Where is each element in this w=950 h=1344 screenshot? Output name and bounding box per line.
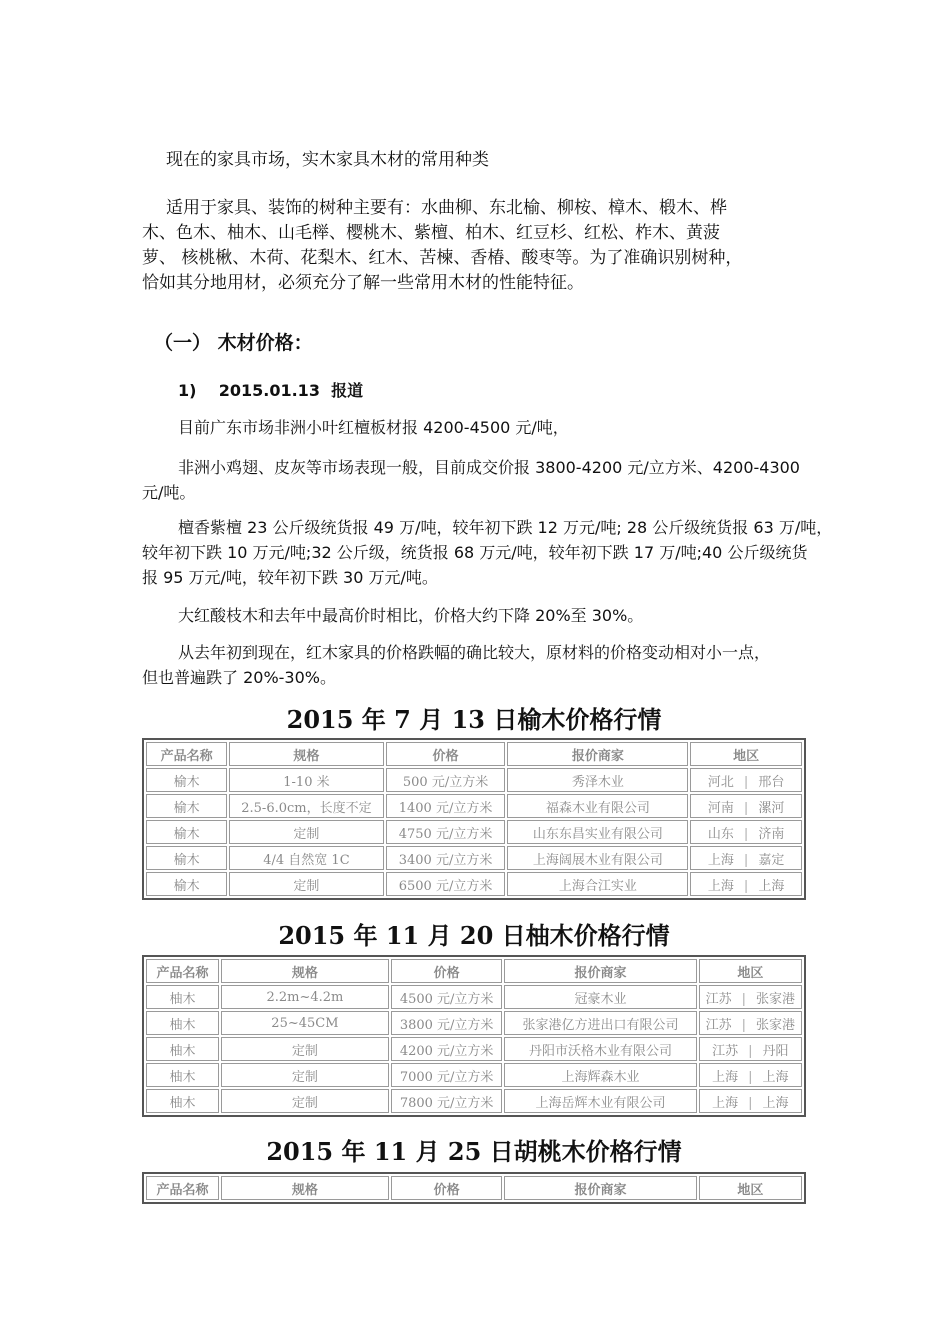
region-city: 漯河 <box>758 800 785 816</box>
cell-region: 江苏 | 张家港 <box>699 985 802 1009</box>
cell-spec: 1-10 米 <box>229 768 383 792</box>
header-vendor: 报价商家 <box>507 742 688 766</box>
cell-region: 河北 | 邢台 <box>690 768 802 792</box>
region-city: 邢台 <box>758 774 785 790</box>
table-title-teak: 2015 年 11 月 20 日柚木价格行情 <box>278 921 670 950</box>
region-province: 上海 <box>712 1069 739 1085</box>
cell-price: 3800 元/立方米 <box>391 1011 502 1035</box>
price-table-elm <box>142 738 806 900</box>
cell-spec: 定制 <box>229 872 383 896</box>
table-row <box>146 1037 802 1061</box>
cell-spec: 2.5-6.0cm，长度不定 <box>229 794 383 818</box>
subsection-heading: 1) 2015.01.13 报道 <box>178 381 364 400</box>
cell-region: 上海 | 上海 <box>699 1063 802 1087</box>
region-city: 嘉定 <box>758 852 785 868</box>
region-province: 上海 <box>712 1095 739 1111</box>
region-province: 江苏 <box>705 991 732 1007</box>
cell-region: 江苏 | 张家港 <box>699 1011 802 1035</box>
header-price: 价格 <box>391 959 502 983</box>
table-row <box>146 1011 802 1035</box>
cell-product: 柚木 <box>146 985 219 1009</box>
paragraph-1: 目前广东市场非洲小叶红檀板材报 4200-4500 元/吨， <box>178 418 569 437</box>
cell-vendor: 冠豪木业 <box>504 985 696 1009</box>
header-region: 地区 <box>690 742 802 766</box>
cell-product: 榆木 <box>146 820 227 844</box>
cell-price: 4200 元/立方米 <box>391 1037 502 1061</box>
header-spec: 规格 <box>221 959 389 983</box>
paragraph-3-line-1: 檀香紫檀 23 公斤级统货报 49 万/吨，较年初下跌 12 万元/吨; 28 公斤级统货报 63 万/吨， <box>178 518 833 537</box>
cell-price: 7000 元/立方米 <box>391 1063 502 1087</box>
region-province: 江苏 <box>705 1017 732 1033</box>
cell-price: 7800 元/立方米 <box>391 1089 502 1113</box>
cell-vendor: 上海辉森木业 <box>504 1063 696 1087</box>
cell-product: 柚木 <box>146 1011 219 1035</box>
price-table-walnut <box>142 1172 806 1204</box>
table-row <box>146 1089 802 1113</box>
header-product: 产品名称 <box>146 959 219 983</box>
cell-product: 榆木 <box>146 768 227 792</box>
intro-line-1: 适用于家具、装饰的树种主要有：水曲柳、东北榆、柳桉、樟木、椴木、桦 <box>166 198 727 218</box>
cell-product: 榆木 <box>146 794 227 818</box>
table-row <box>146 985 802 1009</box>
intro-line-3: 萝、 核桃楸、木荷、花梨木、红木、苦楝、香椿、酸枣等。为了准确识别树种， <box>142 248 743 268</box>
region-city: 上海 <box>758 878 785 894</box>
paragraph-5-line-1: 从去年初到现在，红木家具的价格跌幅的确比较大，原材料的价格变动相对小一点， <box>178 643 771 662</box>
region-city: 上海 <box>762 1095 789 1111</box>
header-spec: 规格 <box>229 742 383 766</box>
table-row <box>146 872 802 896</box>
cell-vendor: 福森木业有限公司 <box>507 794 688 818</box>
section-heading: （一） 木材价格： <box>154 332 313 354</box>
cell-price: 6500 元/立方米 <box>386 872 506 896</box>
cell-vendor: 张家港亿方进出口有限公司 <box>504 1011 696 1035</box>
table-row <box>146 846 802 870</box>
table-title-walnut: 2015 年 11 月 25 日胡桃木价格行情 <box>266 1137 682 1166</box>
paragraph-2-line-1: 非洲小鸡翅、皮灰等市场表现一般，目前成交价报 3800-4200 元/立方米、4200-4300 <box>178 458 800 477</box>
region-province: 江苏 <box>712 1043 739 1059</box>
cell-vendor: 山东东昌实业有限公司 <box>507 820 688 844</box>
header-product: 产品名称 <box>146 742 227 766</box>
cell-spec: 4/4 自然宽 1C <box>229 846 383 870</box>
header-vendor: 报价商家 <box>504 1176 696 1200</box>
cell-vendor: 秀泽木业 <box>507 768 688 792</box>
region-province: 上海 <box>707 852 734 868</box>
region-province: 河南 <box>707 800 734 816</box>
cell-spec: 定制 <box>229 820 383 844</box>
cell-spec: 定制 <box>221 1063 389 1087</box>
cell-spec: 定制 <box>221 1037 389 1061</box>
paragraph-5-line-2: 但也普遍跌了 20%-30%。 <box>142 668 336 687</box>
cell-region: 上海 | 上海 <box>690 872 802 896</box>
cell-product: 柚木 <box>146 1037 219 1061</box>
cell-product: 榆木 <box>146 872 227 896</box>
paragraph-3-line-3: 报 95 万元/吨，较年初下跌 30 万元/吨。 <box>142 568 438 587</box>
cell-vendor: 丹阳市沃格木业有限公司 <box>504 1037 696 1061</box>
cell-spec: 定制 <box>221 1089 389 1113</box>
intro-line-4: 恰如其分地用材，必须充分了解一些常用木材的性能特征。 <box>142 273 584 293</box>
table-row <box>146 768 802 792</box>
region-city: 张家港 <box>756 991 796 1007</box>
cell-price: 4500 元/立方米 <box>391 985 502 1009</box>
cell-price: 500 元/立方米 <box>386 768 506 792</box>
cell-product: 柚木 <box>146 1063 219 1087</box>
table-header-row <box>146 742 802 766</box>
region-city: 上海 <box>762 1069 789 1085</box>
paragraph-3-line-2: 较年初下跌 10 万元/吨;32 公斤级，统货报 68 万元/吨，较年初下跌 17 万/吨;40 公斤级统货 <box>142 543 808 562</box>
region-city: 济南 <box>758 826 785 842</box>
price-table-teak <box>142 955 806 1117</box>
table-row <box>146 1063 802 1087</box>
intro-line-2: 木、色木、柚木、山毛榉、樱桃木、紫檀、柏木、红豆杉、红松、柞木、黄菠 <box>142 223 720 243</box>
header-price: 价格 <box>386 742 506 766</box>
cell-region: 山东 | 济南 <box>690 820 802 844</box>
header-spec: 规格 <box>221 1176 389 1200</box>
cell-vendor: 上海合江实业 <box>507 872 688 896</box>
cell-region: 江苏 | 丹阳 <box>699 1037 802 1061</box>
paragraph-4: 大红酸枝木和去年中最高价时相比，价格大约下降 20%至 30%。 <box>178 606 644 625</box>
cell-region: 河南 | 漯河 <box>690 794 802 818</box>
header-vendor: 报价商家 <box>504 959 696 983</box>
cell-spec: 25~45CM <box>221 1011 389 1035</box>
cell-price: 1400 元/立方米 <box>386 794 506 818</box>
cell-product: 柚木 <box>146 1089 219 1113</box>
table-row <box>146 794 802 818</box>
cell-region: 上海 | 上海 <box>699 1089 802 1113</box>
header-region: 地区 <box>699 1176 802 1200</box>
paragraph-2-line-2: 元/吨。 <box>142 483 196 502</box>
cell-region: 上海 | 嘉定 <box>690 846 802 870</box>
region-city: 张家港 <box>756 1017 796 1033</box>
cell-vendor: 上海岳辉木业有限公司 <box>504 1089 696 1113</box>
cell-spec: 2.2m~4.2m <box>221 985 389 1009</box>
cell-price: 3400 元/立方米 <box>386 846 506 870</box>
cell-vendor: 上海阔展木业有限公司 <box>507 846 688 870</box>
region-province: 河北 <box>707 774 734 790</box>
table-header-row <box>146 959 802 983</box>
table-row <box>146 820 802 844</box>
table-header-row <box>146 1176 802 1200</box>
header-region: 地区 <box>699 959 802 983</box>
page-heading: 现在的家具市场，实木家具木材的常用种类 <box>166 150 489 170</box>
region-province: 上海 <box>707 878 734 894</box>
region-province: 山东 <box>707 826 734 842</box>
cell-product: 榆木 <box>146 846 227 870</box>
region-city: 丹阳 <box>762 1043 789 1059</box>
header-price: 价格 <box>391 1176 502 1200</box>
table-title-elm: 2015 年 7 月 13 日榆木价格行情 <box>286 705 662 734</box>
header-product: 产品名称 <box>146 1176 219 1200</box>
cell-price: 4750 元/立方米 <box>386 820 506 844</box>
